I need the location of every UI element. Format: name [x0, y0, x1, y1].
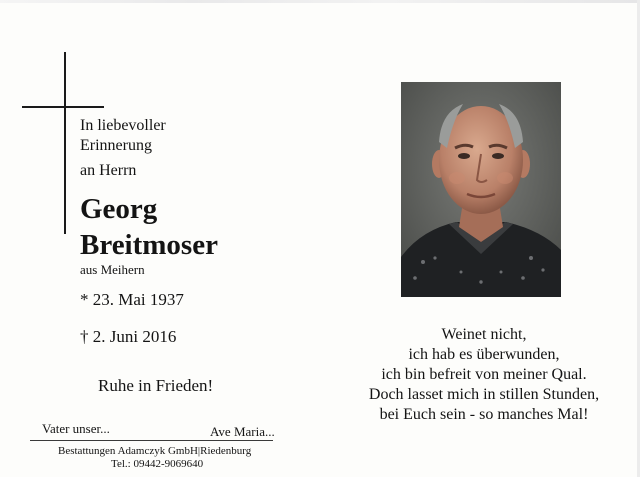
intro-line-2: Erinnerung [80, 137, 152, 154]
prayer-our-father: Vater unser... [42, 421, 110, 436]
poem-line: ich bin befreit von meiner Qual. [381, 366, 587, 383]
intro-line-1: In liebevoller [80, 117, 166, 134]
poem-line: ich hab es überwunden, [408, 346, 560, 363]
undertaker-phone: Tel.: 09442-9069640 [111, 458, 204, 470]
scan-edge-top [0, 0, 640, 3]
last-name: Breitmoser [80, 229, 218, 261]
birth-date: * 23. Mai 1937 [80, 290, 184, 309]
salutation: an Herrn [80, 162, 137, 179]
first-name: Georg [80, 193, 158, 225]
portrait-photo [401, 82, 561, 297]
poem-line: bei Euch sein - so manches Mal! [379, 406, 589, 423]
origin-text: aus Meihern [80, 262, 145, 277]
death-date: † 2. Juni 2016 [80, 327, 177, 346]
poem [352, 325, 616, 425]
poem-line: Doch lasset mich in stillen Stunden, [368, 386, 600, 403]
rest-in-peace-text: Ruhe in Frieden! [98, 376, 214, 395]
prayer-hail-mary: Ave Maria... [210, 424, 275, 439]
poem-line: Weinet nicht, [441, 326, 527, 343]
undertaker-name: Bestattungen Adamczyk GmbH|Riedenburg [58, 445, 252, 457]
cross-horizontal-bar [22, 106, 104, 108]
cross-vertical-bar [64, 52, 66, 234]
portrait-illustration [401, 82, 561, 297]
intro-text [80, 116, 166, 156]
divider-line [30, 440, 273, 441]
